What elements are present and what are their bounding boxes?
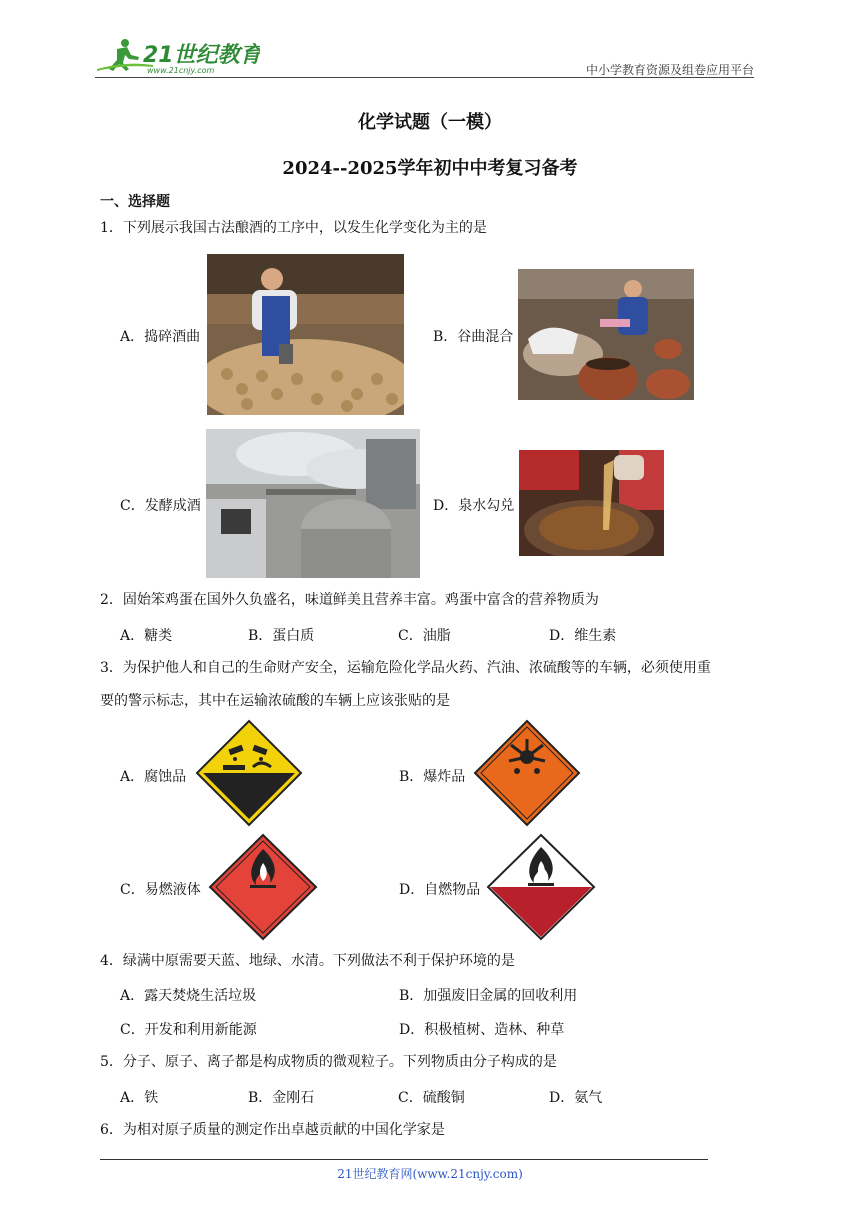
svg-text:21世纪教育: 21世纪教育 <box>143 43 260 68</box>
explosive-sign-icon <box>473 719 581 827</box>
question-3-stem-line1: 3．为保护他人和自己的生命财产安全，运输危险化学品火药、汽油、浓硫酸等的车辆，必须使用重 <box>100 660 711 676</box>
svg-text:www.21cnjy.com: www.21cnjy.com <box>147 66 215 75</box>
q4-option-d[interactable]: D．积极植树、造林、种草 <box>399 1022 565 1038</box>
question-1-stem: 1．下列展示我国古法酿酒的工序中，以发生化学变化为主的是 <box>100 220 487 236</box>
exam-title: 化学试题（一模） <box>358 112 502 133</box>
q1-photo-a <box>207 254 404 415</box>
q5-option-a[interactable]: A．铁 <box>120 1090 159 1106</box>
q1-option-b[interactable]: B．谷曲混合 <box>433 329 514 345</box>
platform-name: 中小学教育资源及组卷应用平台 <box>585 63 754 77</box>
q3-option-d[interactable]: D．自燃物品 <box>399 882 481 898</box>
flammable-liquid-sign-icon <box>208 833 318 941</box>
q2-option-b[interactable]: B．蛋白质 <box>248 628 315 644</box>
q1-option-a[interactable]: A．捣碎酒曲 <box>120 329 201 345</box>
question-4-stem: 4．绿满中原需要天蓝、地绿、水清。下列做法不利于保护环境的是 <box>100 953 515 969</box>
q1-option-c[interactable]: C．发酵成酒 <box>120 498 201 514</box>
q5-option-c[interactable]: C．硫酸铜 <box>398 1090 465 1106</box>
question-5-stem: 5．分子、原子、离子都是构成物质的微观粒子。下列物质由分子构成的是 <box>100 1054 557 1070</box>
q5-option-d[interactable]: D．氨气 <box>549 1090 603 1106</box>
q2-option-a[interactable]: A．糖类 <box>120 628 173 644</box>
q3-option-c[interactable]: C．易燃液体 <box>120 882 201 898</box>
question-3-stem-line2: 要的警示标志，其中在运输浓硫酸的车辆上应该张贴的是 <box>100 693 450 709</box>
footer-link[interactable]: 21世纪教育网(www.21cnjy.com) <box>337 1167 523 1181</box>
spontaneously-combustible-sign-icon <box>486 833 596 941</box>
q1-photo-b <box>518 269 694 400</box>
q4-option-c[interactable]: C．开发和利用新能源 <box>120 1022 257 1038</box>
q2-option-d[interactable]: D．维生素 <box>549 628 617 644</box>
site-logo <box>95 35 260 77</box>
q4-option-a[interactable]: A．露天焚烧生活垃圾 <box>120 988 257 1004</box>
q4-option-b[interactable]: B．加强废旧金属的回收利用 <box>399 988 578 1004</box>
q1-photo-d <box>519 450 664 556</box>
question-6-stem: 6．为相对原子质量的测定作出卓越贡献的中国化学家是 <box>100 1122 445 1138</box>
q1-option-d[interactable]: D．泉水勾兑 <box>433 498 515 514</box>
q3-option-a[interactable]: A．腐蚀品 <box>120 769 187 785</box>
q2-option-c[interactable]: C．油脂 <box>398 628 451 644</box>
header-divider <box>95 77 754 78</box>
question-2-stem: 2．固始笨鸡蛋在国外久负盛名，味道鲜美且营养丰富。鸡蛋中富含的营养物质为 <box>100 592 599 608</box>
section-heading: 一、选择题 <box>100 194 170 210</box>
footer-divider <box>100 1159 708 1160</box>
corrosive-sign-icon <box>195 719 303 827</box>
q3-option-b[interactable]: B．爆炸品 <box>399 769 466 785</box>
exam-subtitle: 2024--2025学年初中中考复习备考 <box>282 158 578 179</box>
q1-photo-c <box>206 429 420 578</box>
q5-option-b[interactable]: B．金刚石 <box>248 1090 315 1106</box>
